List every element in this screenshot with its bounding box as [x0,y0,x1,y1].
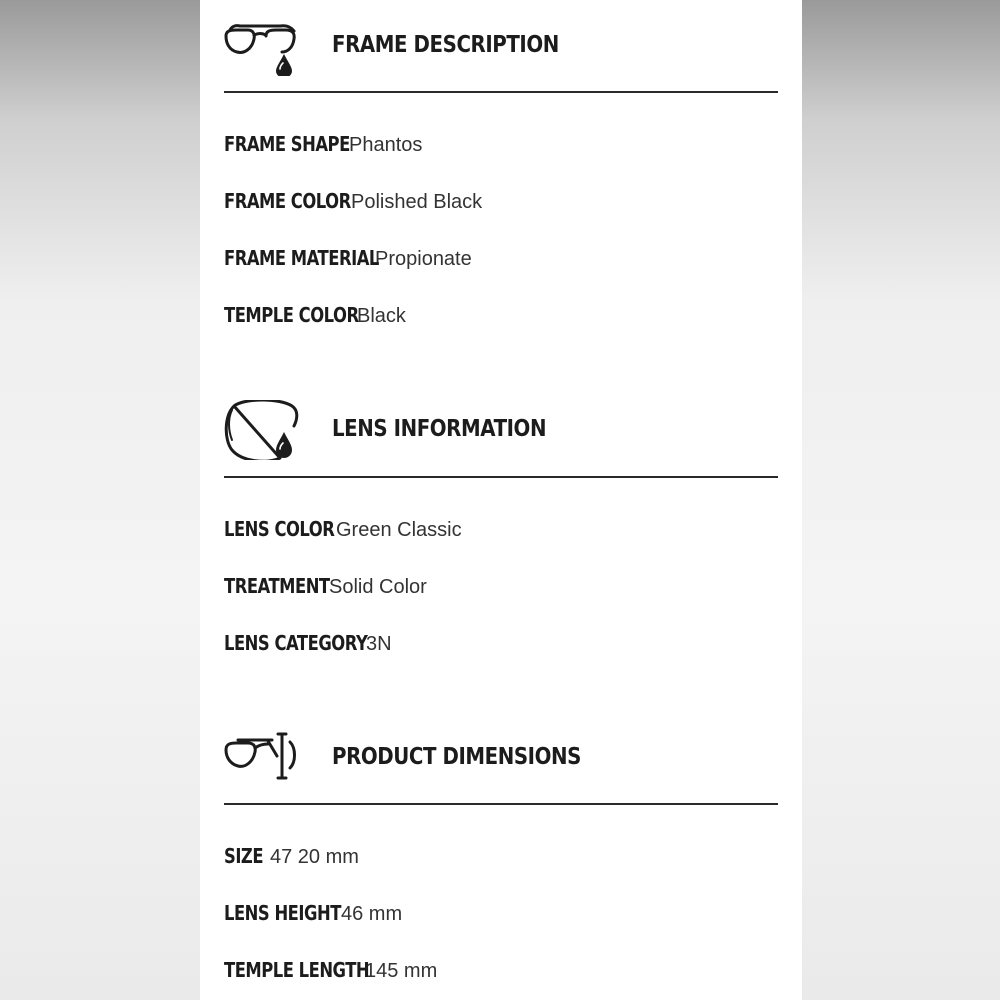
frame-description-title: FRAME DESCRIPTION [332,32,559,58]
product-dimensions-title: PRODUCT DIMENSIONS [332,744,581,770]
spec-label: FRAME COLOR [224,189,351,213]
product-details-panel [200,0,802,1000]
glasses-measure-icon [224,728,302,788]
spec-value: Propionate [375,248,472,270]
section-divider [224,476,778,478]
spec-value: Polished Black [351,191,483,213]
spec-row-temple-length [224,958,437,986]
spec-row-frame-material [224,246,472,274]
spec-row-treatment [224,574,427,602]
spec-value: Solid Color [329,576,427,598]
spec-label: FRAME MATERIAL [224,246,379,270]
spec-value: 46 mm [341,903,403,925]
spec-row-frame-shape [224,132,422,160]
spec-row-temple-color [224,303,406,331]
section-divider [224,803,778,805]
aviator-glasses-drop-icon [224,16,302,76]
lens-information-title: LENS INFORMATION [332,416,547,442]
spec-label: LENS HEIGHT [224,901,341,925]
right-background [802,0,1000,1000]
spec-label: FRAME SHAPE [224,132,350,156]
spec-row-lens-category [224,631,392,659]
spec-row-lens-color [224,517,462,545]
spec-row-lens-height [224,901,402,929]
section-divider [224,91,778,93]
product-dimensions-header [224,728,778,788]
spec-value: 47 20 mm [270,846,359,868]
spec-value: Phantos [349,134,423,156]
spec-label: TEMPLE LENGTH [224,958,370,982]
frame-description-header [224,16,778,76]
lens-information-header [224,400,778,460]
spec-label: TEMPLE COLOR [224,303,359,327]
left-background [0,0,200,1000]
spec-row-size [224,844,359,872]
spec-label: LENS COLOR [224,517,335,541]
spec-label: TREATMENT [224,574,330,598]
spec-label: SIZE [224,844,264,868]
spec-value: 145 mm [365,960,438,982]
spec-value: Black [357,305,406,327]
lens-drop-icon [224,400,302,460]
spec-value: Green Classic [336,519,462,541]
spec-row-frame-color [224,189,482,217]
spec-label: LENS CATEGORY [224,631,368,655]
spec-value: 3N [366,633,392,655]
